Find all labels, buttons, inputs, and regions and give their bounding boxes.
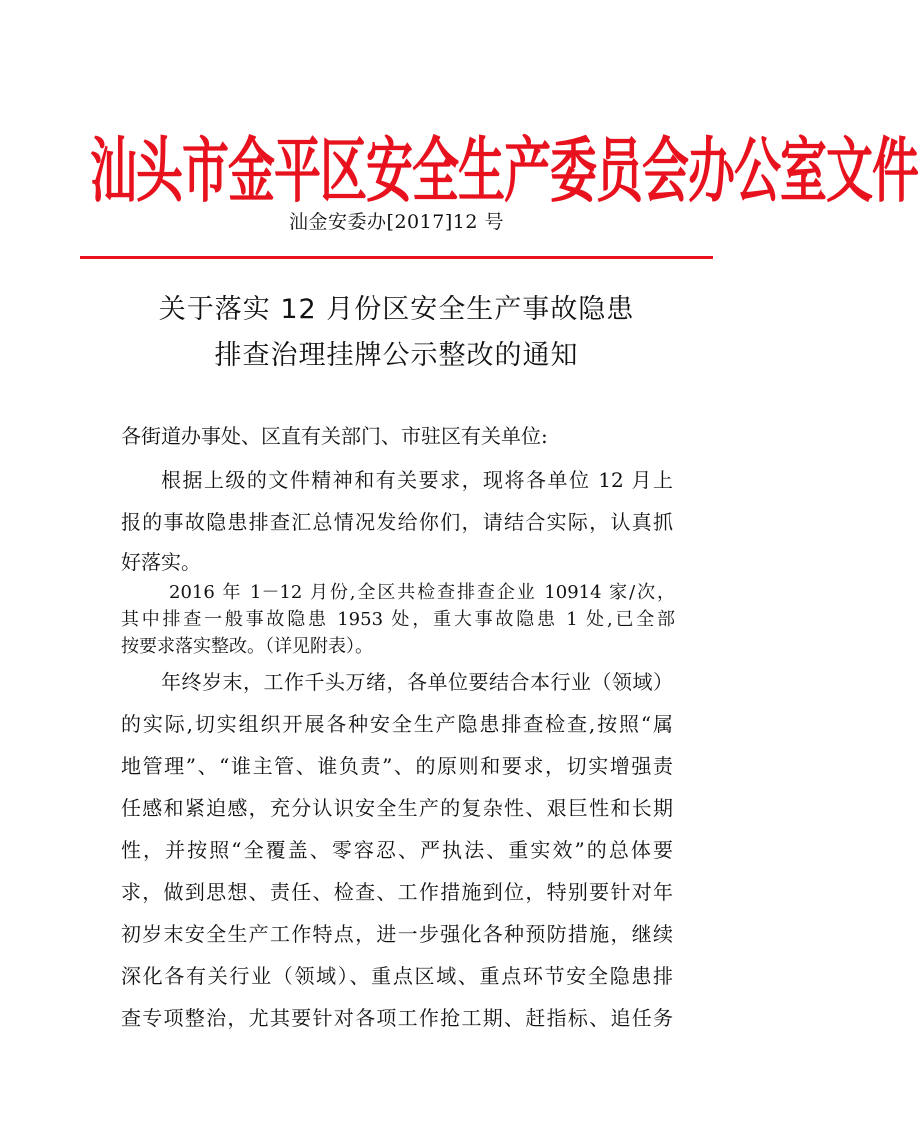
- body-line: 深化各有关行业（领域）、重点区域、重点环节安全隐患排: [121, 964, 673, 988]
- body-line: 按要求落实整改。（详见附表）。: [121, 636, 373, 657]
- body-line: 查专项整治，尤其要针对各项工作抢工期、赶指标、追任务: [121, 1006, 673, 1030]
- body-line: 年终岁末，工作千头万绪，各单位要结合本行业（领域）: [161, 670, 673, 694]
- body-line: 其中排查一般事故隐患 1953 处，重大事故隐患 1 处,已全部: [121, 609, 675, 630]
- notice-title-line-1: 关于落实 12 月份区安全生产事故隐患: [158, 294, 635, 325]
- body-line: 求，做到思想、责任、检查、工作措施到位，特别要针对年: [121, 880, 673, 904]
- issuer-header: 汕头市金平区安全生产委员会办公室文件: [90, 130, 918, 213]
- body-line: 任感和紧迫感，充分认识安全生产的复杂性、艰巨性和长期: [121, 796, 673, 820]
- body-line: 2016 年 1－12 月份,全区共检查排查企业 10914 家/次，: [169, 582, 675, 603]
- body-line: 性，并按照“全覆盖、零容忍、严执法、重实效”的总体要: [121, 838, 673, 862]
- body-line: 根据上级的文件精神和有关要求，现将各单位 12 月上: [161, 468, 673, 492]
- body-line: 报的事故隐患排查汇总情况发给你们，请结合实际，认真抓: [121, 510, 673, 534]
- body-line: 初岁末安全生产工作特点，进一步强化各种预防措施，继续: [121, 922, 673, 946]
- red-divider-line: [80, 256, 713, 259]
- body-line: 地管理”、“谁主管、谁负责”、的原则和要求，切实增强责: [121, 754, 673, 778]
- addressee-line: 各街道办事处、区直有关部门、市驻区有关单位:: [121, 424, 548, 448]
- body-line: 的实际,切实组织开展各种安全生产隐患排查检查,按照“属: [121, 712, 673, 736]
- notice-title-line-2: 排查治理挂牌公示整改的通知: [214, 340, 579, 371]
- body-line: 好落实。: [121, 550, 201, 574]
- document-number: 汕金安委办[2017]12 号: [289, 211, 504, 233]
